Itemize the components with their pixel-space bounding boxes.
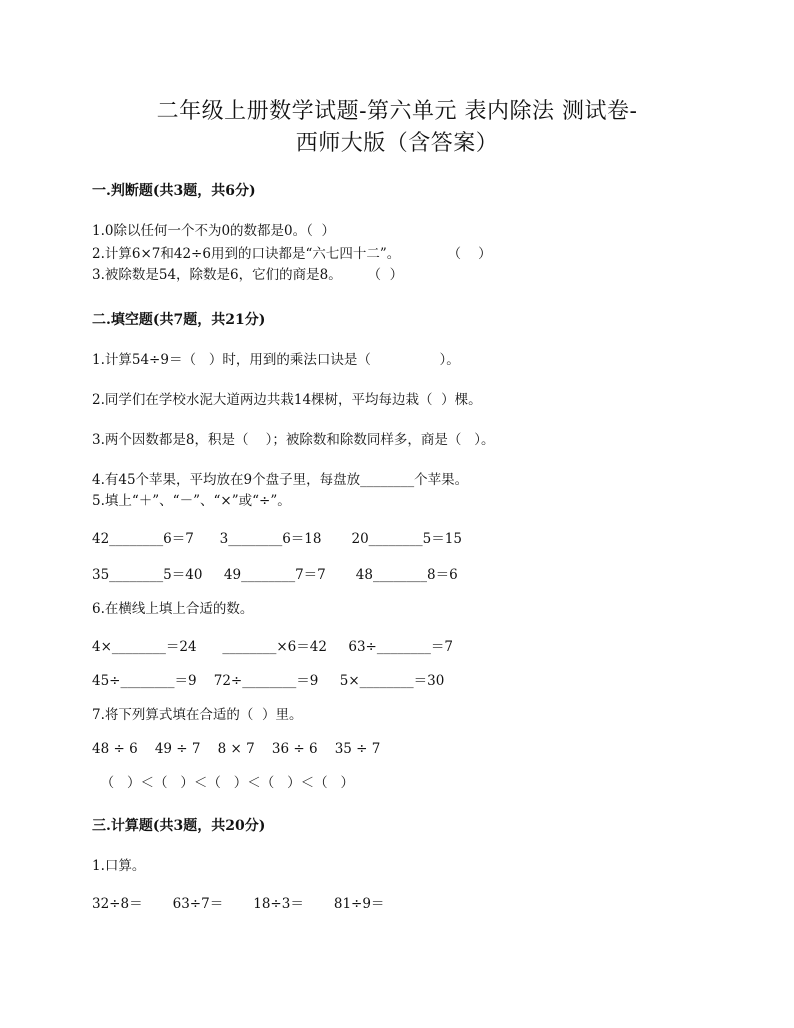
question-fill-7: 7.将下列算式填在合适的（ ）里。 [92, 707, 303, 723]
section-heading-calculation: 三.计算题(共3题，共20分) [92, 818, 266, 834]
question-calc-1-row: 32÷8＝ 63÷7＝ 18÷3＝ 81÷9＝ [92, 896, 385, 912]
question-fill-5: 5.填上“＋”、“－”、“×”或“÷”。 [92, 493, 291, 509]
question-fill-6-row1: 4×________＝24 ________×6＝42 63÷________＝7 [92, 639, 453, 655]
question-fill-5-row1: 42________6＝7 3________6＝18 20________5＝15 [92, 531, 462, 547]
question-fill-7-expressions: 48 ÷ 6 49 ÷ 7 8 × 7 36 ÷ 6 35 ÷ 7 [92, 741, 381, 757]
question-fill-6-row2: 45÷________＝9 72÷________＝9 5×________＝30 [92, 673, 445, 689]
question-judgement-1: 1.0除以任何一个不为0的数都是0。（ ） [92, 223, 335, 239]
question-fill-1: 1.计算54÷9＝（ ）时，用到的乘法口诀是（ ）。 [92, 352, 460, 368]
section-heading-judgement: 一.判断题(共3题，共6分) [92, 183, 256, 199]
question-calc-1: 1.口算。 [92, 858, 146, 874]
section-heading-fill-in: 二.填空题(共7题，共21分) [92, 312, 266, 328]
question-fill-2: 2.同学们在学校水泥大道两边共栽14棵树，平均每边栽（ ）棵。 [92, 392, 482, 408]
question-judgement-2: 2.计算6×7和42÷6用到的口诀都是“六七四十二”。 （ ） [92, 246, 492, 262]
page-title-line1: 二年级上册数学试题-第六单元 表内除法 测试卷- [156, 99, 638, 124]
question-fill-6: 6.在横线上填上合适的数。 [92, 601, 254, 617]
question-fill-7-ordering: （ ）＜（ ）＜（ ）＜（ ）＜（ ） [92, 775, 354, 791]
question-fill-5-row2: 35________5＝40 49________7＝7 48________8＝6 [92, 567, 458, 583]
page-title-line2: 西师大版（含答案） [295, 131, 499, 156]
question-judgement-3: 3.被除数是54，除数是6，它们的商是8。 （ ） [92, 267, 404, 283]
question-fill-3: 3.两个因数都是8，积是（ ）；被除数和除数同样多，商是（ ）。 [92, 432, 495, 448]
question-fill-4: 4.有45个苹果，平均放在9个盘子里，每盘放________个苹果。 [92, 472, 469, 488]
